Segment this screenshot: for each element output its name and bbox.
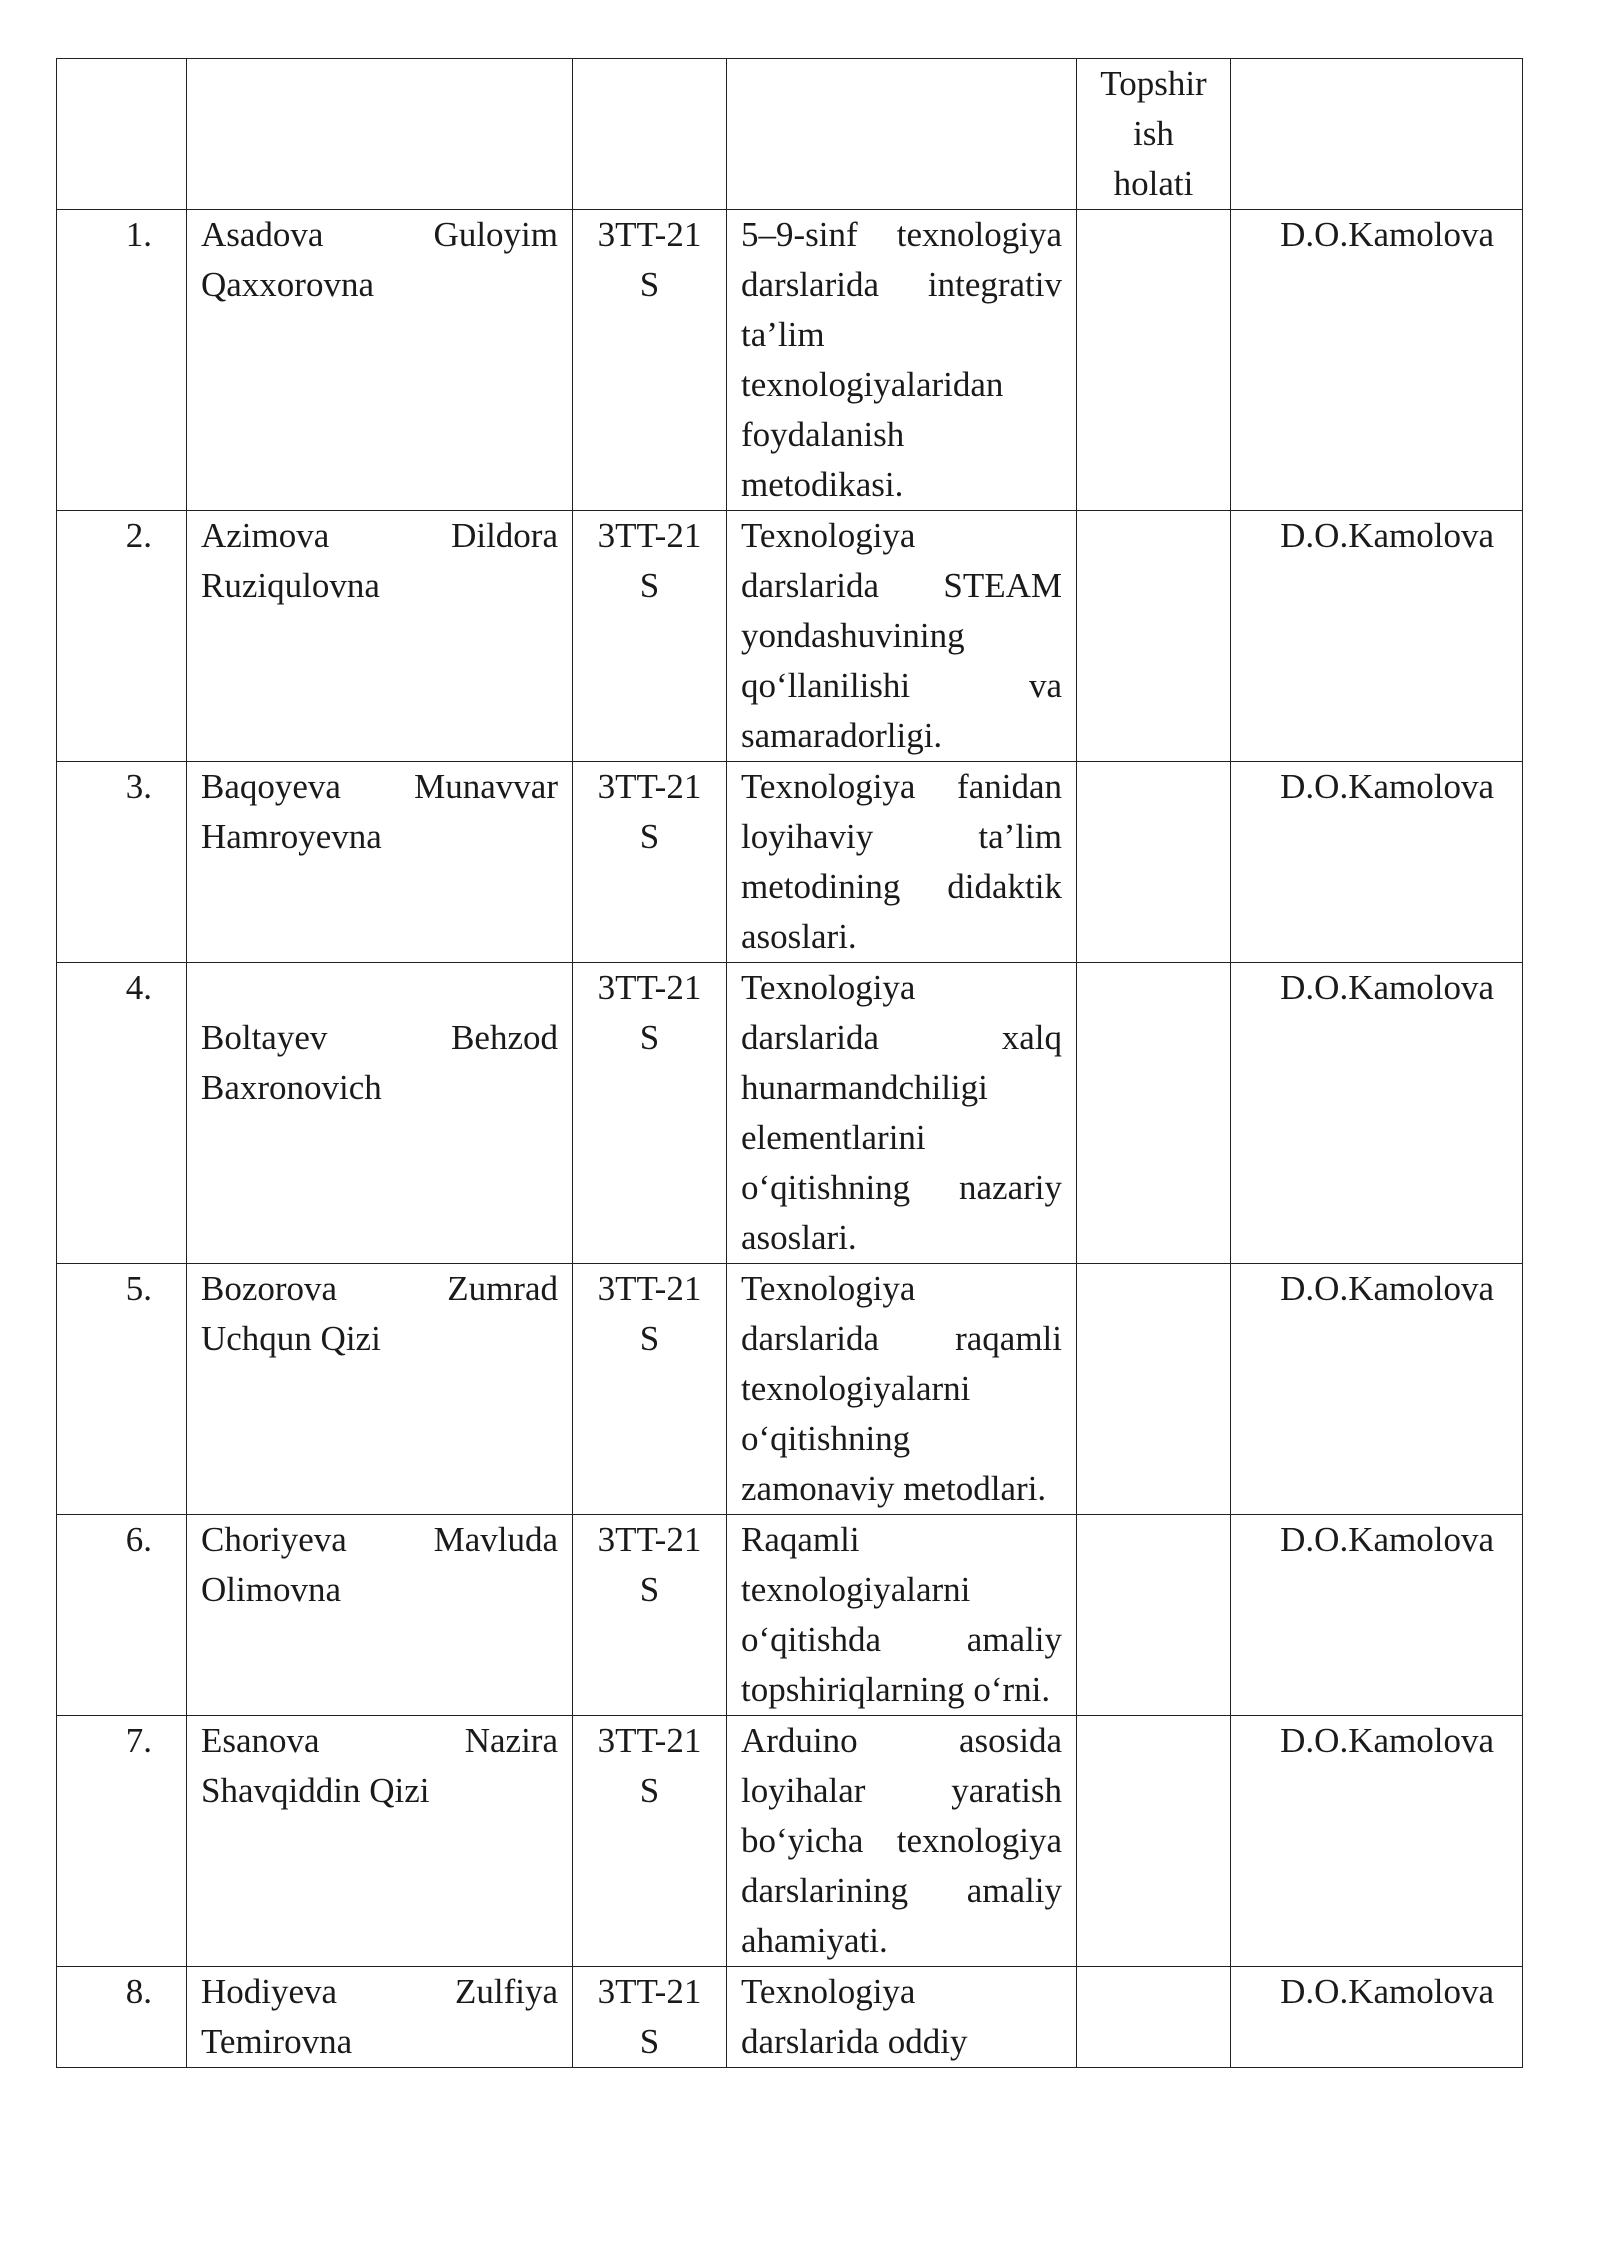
student-name: Azimova Dildora Ruziqulovna [187,511,573,762]
supervisor-name: D.O.Kamolova [1231,1967,1523,2068]
thesis-topic: Texnologiya darslarida xalq hunarmandchiligi elementlarini o‘qitishning nazariy asoslari. [727,963,1077,1264]
submission-status [1077,963,1231,1264]
header-cell-name [187,59,573,210]
thesis-topic: Raqamli texnologiyalarni o‘qitishda amaliy topshiriqlarning o‘rni. [727,1515,1077,1716]
group-code: 3TT-21 S [573,511,727,762]
row-number: 1. [57,210,187,511]
row-number: 6. [57,1515,187,1716]
supervisor-name: D.O.Kamolova [1231,1264,1523,1515]
submission-status [1077,762,1231,963]
submission-status [1077,511,1231,762]
header-cell-num [57,59,187,210]
student-name: Choriyeva Mavluda Olimovna [187,1515,573,1716]
group-code: 3TT-21 S [573,762,727,963]
supervisor-name: D.O.Kamolova [1231,511,1523,762]
thesis-topic: Arduino asosida loyihalar yaratish bo‘yicha texnologiya darslarining amaliy ahamiyati. [727,1716,1077,1967]
student-name: Asadova Guloyim Qaxxorovna [187,210,573,511]
table-row [57,762,1523,963]
header-cell-group [573,59,727,210]
header-cell-status: Topshir ish holati [1077,59,1231,210]
student-name: Baqoyeva Munavvar Hamroyevna [187,762,573,963]
row-number: 2. [57,511,187,762]
header-cell-supervisor [1231,59,1523,210]
table-row [57,1264,1523,1515]
table-row [57,511,1523,762]
supervisor-name: D.O.Kamolova [1231,1515,1523,1716]
student-name-cell [187,963,573,1264]
supervisor-name: D.O.Kamolova [1231,963,1523,1264]
table-row [57,1515,1523,1716]
row-number: 3. [57,762,187,963]
row-number: 5. [57,1264,187,1515]
row-number: 7. [57,1716,187,1967]
table-row [57,963,1523,1264]
submission-status [1077,210,1231,511]
submission-status [1077,1264,1231,1515]
group-code: 3TT-21 S [573,1264,727,1515]
thesis-topic: Texnologiya darslarida oddiy [727,1967,1077,2068]
submission-status [1077,1515,1231,1716]
group-code: 3TT-21 S [573,1967,727,2068]
table-row [57,1967,1523,2068]
header-cell-topic [727,59,1077,210]
thesis-topic: Texnologiya fanidan loyihaviy ta’lim metodining didaktik asoslari. [727,762,1077,963]
row-number: 4. [57,963,187,1264]
student-name: Esanova Nazira Shavqiddin Qizi [187,1716,573,1967]
supervisor-name: D.O.Kamolova [1231,762,1523,963]
thesis-topic: 5–9-sinf texnologiya darslarida integrativ ta’lim texnologiyalaridan foydalanish metodikasi. [727,210,1077,511]
submission-status [1077,1716,1231,1967]
group-code: 3TT-21 S [573,1716,727,1967]
group-code: 3TT-21 S [573,210,727,511]
table-row [57,1716,1523,1967]
group-code: 3TT-21 S [573,1515,727,1716]
student-name: Bozorova Zumrad Uchqun Qizi [187,1264,573,1515]
table-header-row [57,59,1523,210]
thesis-topic: Texnologiya darslarida raqamli texnologiyalarni o‘qitishning zamonaviy metodlari. [727,1264,1077,1515]
document-table [56,58,1523,2068]
group-code: 3TT-21 S [573,963,727,1264]
row-number: 8. [57,1967,187,2068]
student-name: Boltayev Behzod Baxronovich [201,1018,558,1107]
thesis-topic: Texnologiya darslarida STEAM yondashuvining qo‘llanilishi va samaradorligi. [727,511,1077,762]
submission-status [1077,1967,1231,2068]
table-row [57,210,1523,511]
student-name: Hodiyeva Zulfiya Temirovna [187,1967,573,2068]
supervisor-name: D.O.Kamolova [1231,1716,1523,1967]
supervisor-name: D.O.Kamolova [1231,210,1523,511]
